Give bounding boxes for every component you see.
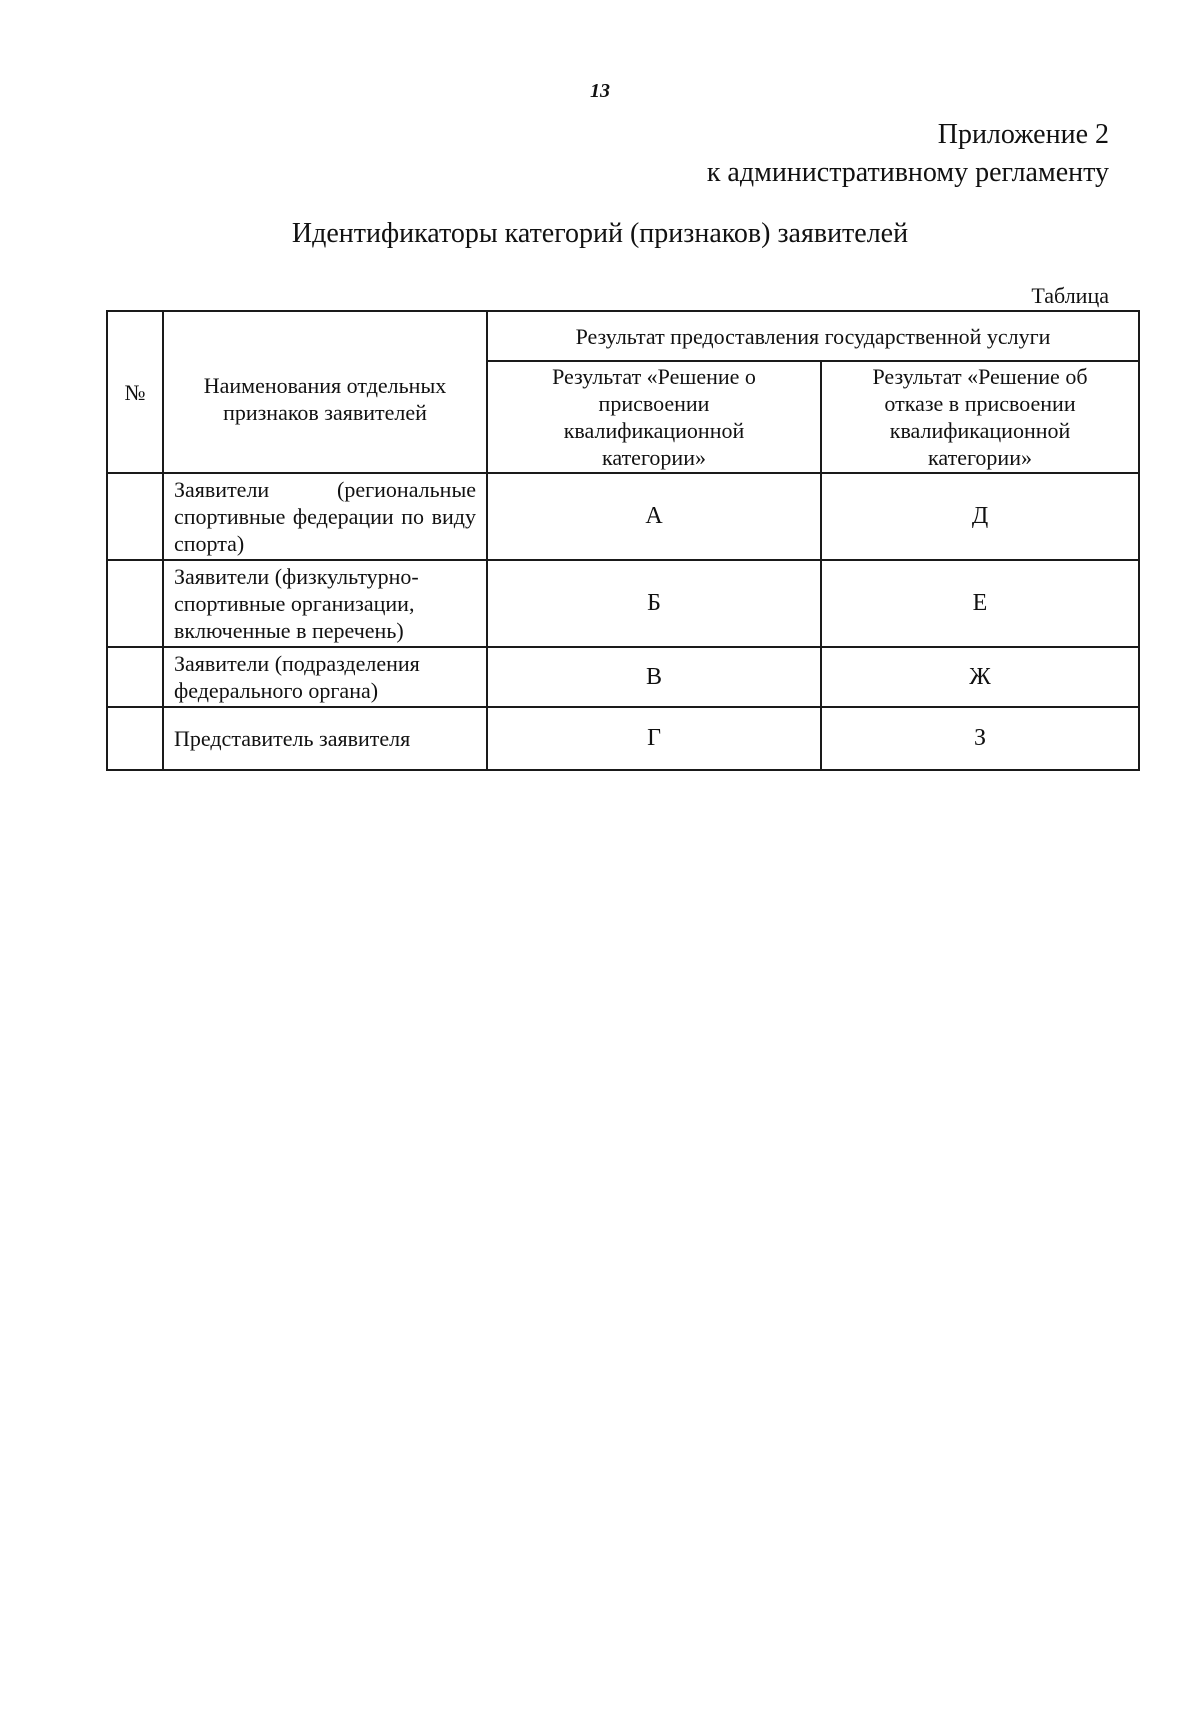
row-name: Представитель заявителя [163, 707, 487, 770]
row-negative-code: З [821, 707, 1139, 770]
row-num [107, 473, 163, 560]
row-num [107, 647, 163, 707]
row-name: Заявители (физкультурно-спортивные организации, включенные в перечень) [163, 560, 487, 647]
table-row [107, 707, 1139, 770]
row-positive-code: Г [487, 707, 821, 770]
row-positive-code: А [487, 473, 821, 560]
row-negative-code: Д [821, 473, 1139, 560]
appendix-caption [707, 116, 1109, 192]
header-name: Наименования отдельных признаков заявителей [163, 311, 487, 473]
document-title: Идентификаторы категорий (признаков) заявителей [291, 218, 909, 249]
row-positive-code: В [487, 647, 821, 707]
header-num: № [107, 311, 163, 473]
appendix-line-1: Приложение 2 [937, 119, 1109, 150]
header-result-negative: Результат «Решение об отказе в присвоении квалификационной категории» [821, 361, 1139, 473]
page-number: 13 [590, 80, 610, 102]
row-name: Заявители (подразделения федерального органа) [163, 647, 487, 707]
row-num [107, 560, 163, 647]
row-negative-code: Ж [821, 647, 1139, 707]
table-row [107, 560, 1139, 647]
header-result-positive: Результат «Решение о присвоении квалификационной категории» [487, 361, 821, 473]
row-negative-code: Е [821, 560, 1139, 647]
identifiers-table [106, 310, 1140, 771]
row-num [107, 707, 163, 770]
appendix-line-2: к административному регламенту [706, 157, 1109, 188]
row-name: Заявители (региональные спортивные федерации по виду спорта) [163, 473, 487, 560]
table-label: Таблица [1031, 283, 1109, 308]
header-result-group: Результат предоставления государственной услуги [487, 311, 1139, 361]
table-header-row-1 [107, 311, 1139, 361]
table-row [107, 473, 1139, 560]
row-positive-code: Б [487, 560, 821, 647]
table-row [107, 647, 1139, 707]
